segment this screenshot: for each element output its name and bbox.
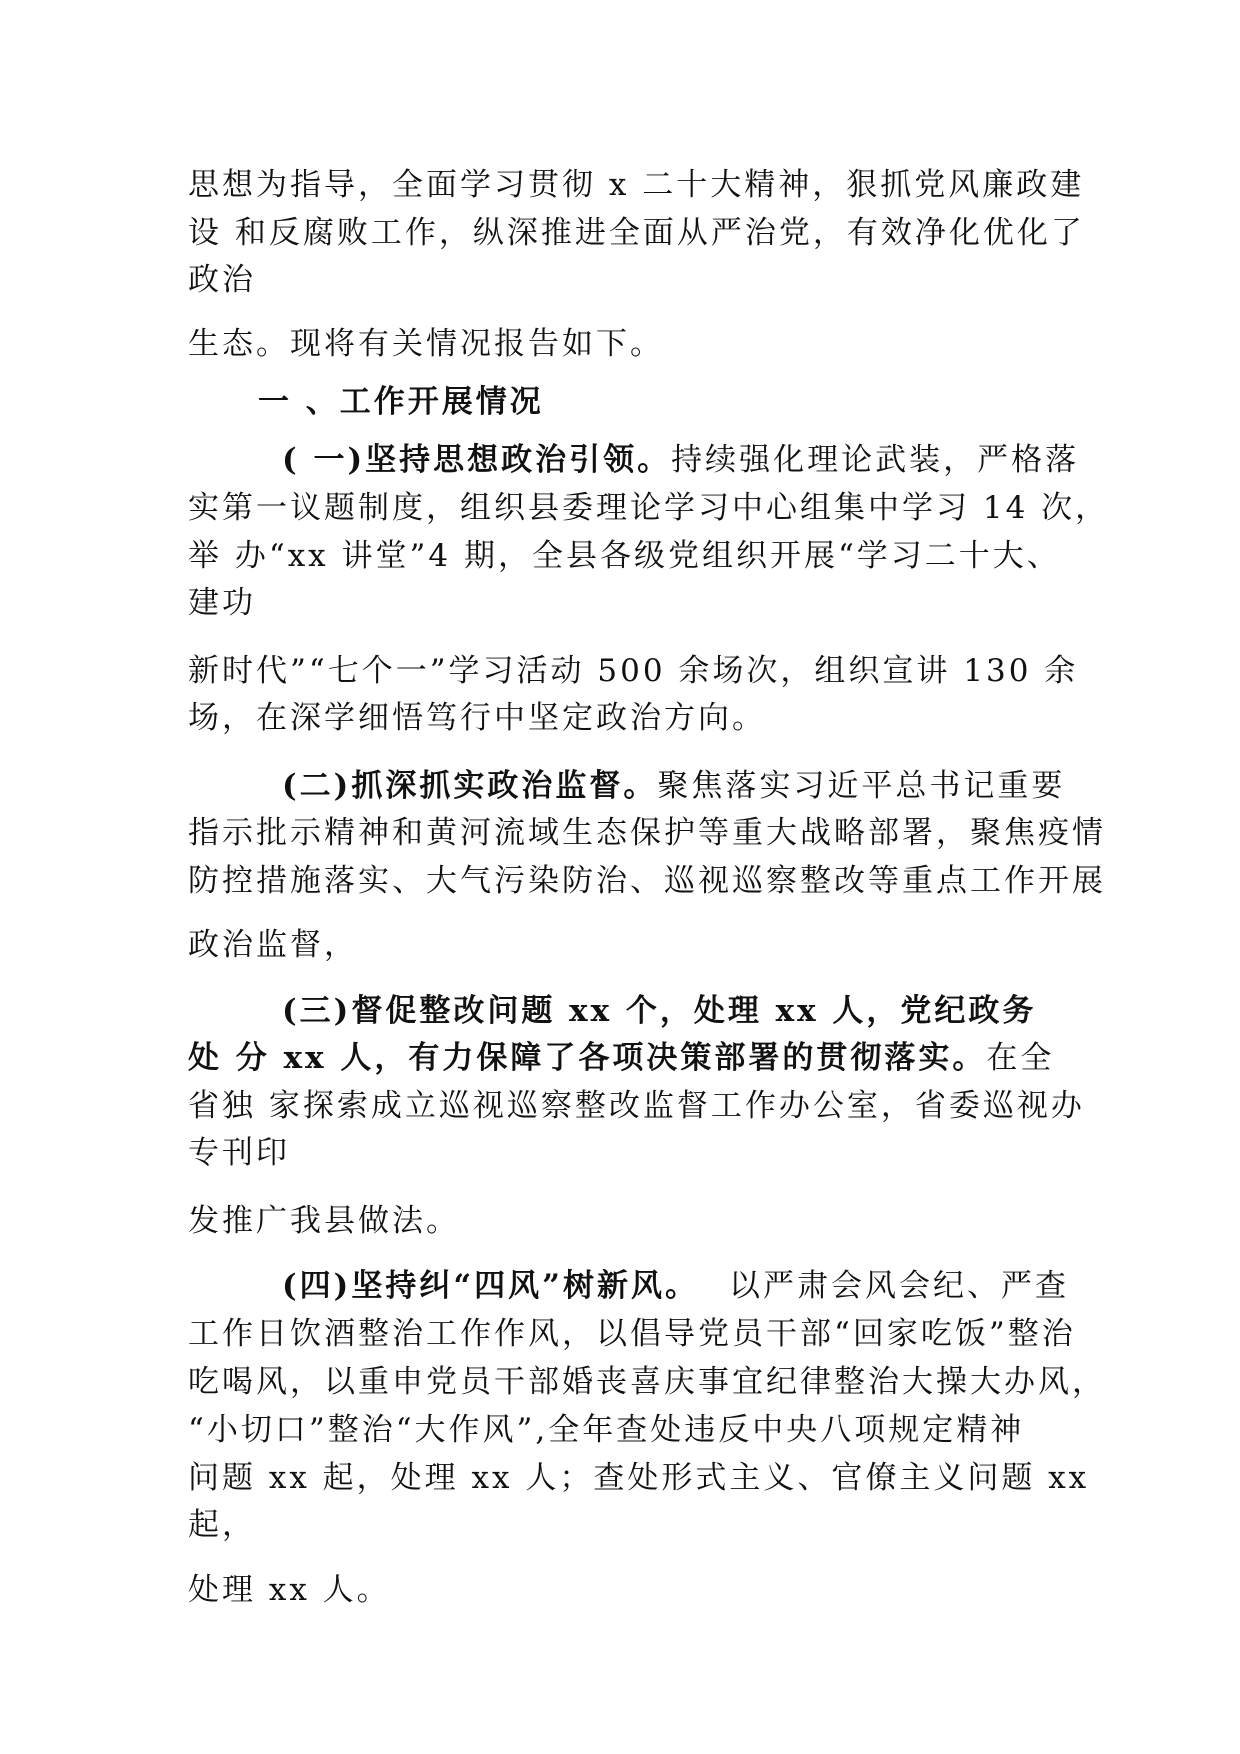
paragraph-text: 在全 bbox=[986, 1040, 1055, 1076]
body-line: 防控措施落实、大气污染防治、巡视巡察整改等重点工作开展 bbox=[188, 863, 1106, 899]
paragraph-first-line bbox=[282, 1266, 1069, 1306]
body-line: “小切口”整治“大作风”,全年查处违反中央八项规定精神 bbox=[188, 1412, 1025, 1448]
paragraph-text: 以严肃会风会纪、严查 bbox=[729, 1268, 1069, 1304]
body-line: 实第一议题制度，组织县委理论学习中心组集中学习 14 次， bbox=[188, 490, 1110, 526]
paragraph-heading: ( 一)坚持思想政治引领。 bbox=[282, 442, 672, 478]
body-line: 政治 bbox=[188, 262, 256, 298]
body-line: 处理 xx 人。 bbox=[188, 1572, 391, 1608]
paragraph-first-line bbox=[282, 440, 1079, 480]
body-line: 建功 bbox=[188, 585, 256, 621]
body-line: 政治监督， bbox=[188, 927, 358, 963]
paragraph-first-line bbox=[282, 766, 1065, 806]
paragraph-heading: (四)坚持纠“四风”树新风。 bbox=[282, 1268, 699, 1304]
body-line: 专刊印 bbox=[188, 1135, 290, 1171]
paragraph-text: 聚焦落实习近平总书记重要 bbox=[657, 768, 1066, 804]
body-line: 新时代”“七个一”学习活动 500 余场次，组织宣讲 130 余 bbox=[188, 653, 1079, 689]
paragraph-heading: (二)抓深抓实政治监督。 bbox=[282, 768, 658, 804]
body-line: 发推广我县做法。 bbox=[188, 1203, 460, 1239]
body-line: 生态。现将有关情况报告如下。 bbox=[188, 326, 664, 362]
body-line: 起， bbox=[188, 1507, 256, 1543]
body-line: 省独 家探索成立巡视巡察整改监督工作办公室，省委巡视办 bbox=[188, 1088, 1085, 1124]
bold-text: 处 分 xx 人，有力保障了各项决策部署的贯彻落实。 bbox=[188, 1040, 987, 1076]
section-heading: 一 、工作开展情况 bbox=[258, 384, 544, 420]
body-line bbox=[188, 1038, 1054, 1078]
paragraph-text: 持续强化理论武装，严格落 bbox=[671, 442, 1080, 478]
paragraph-heading: (三)督促整改问题 xx 个，处理 xx 人，党纪政务 bbox=[282, 993, 1037, 1029]
body-line: 问题 xx 起，处理 xx 人；查处形式主义、官僚主义问题 xx bbox=[188, 1460, 1090, 1496]
body-line: 举 办“xx 讲堂”4 期，全县各级党组织开展“学习二十大、 bbox=[188, 538, 1061, 574]
body-line: 吃喝风，以重申党员干部婚丧喜庆事宜纪律整治大操大办风， bbox=[188, 1364, 1106, 1400]
body-line: 设 和反腐败工作，纵深推进全面从严治党，有效净化优化了 bbox=[188, 215, 1085, 251]
body-line: 工作日饮酒整治工作作风，以倡导党员干部“回家吃饭”整治 bbox=[188, 1316, 1076, 1352]
body-line: 指示批示精神和黄河流域生态保护等重大战略部署，聚焦疫情 bbox=[188, 815, 1106, 851]
body-line: 场，在深学细悟笃行中坚定政治方向。 bbox=[188, 700, 766, 736]
body-line: 思想为指导，全面学习贯彻 x 二十大精神，狠抓党风廉政建 bbox=[188, 167, 1085, 203]
